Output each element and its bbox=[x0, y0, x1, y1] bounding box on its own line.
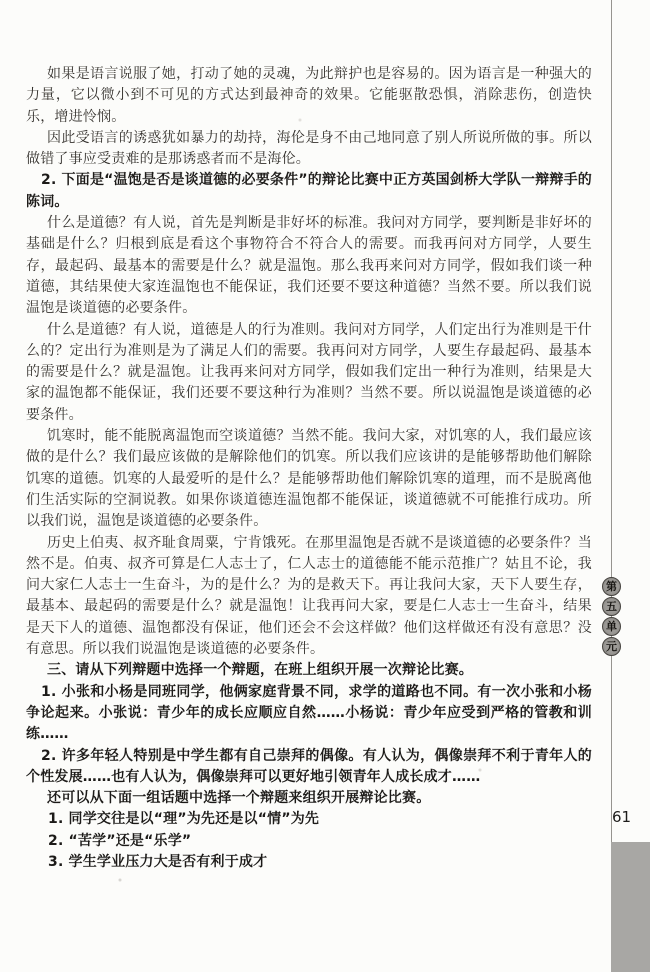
debate-topic-item-1: 1. 同学交往是以“理”为先还是以“情”为先 bbox=[48, 811, 320, 828]
debate-scenario-item-2: 2. 许多年轻人特别是中学生都有自己崇拜的偶像。有人认为，偶像崇拜不利于青年人的个性发展……也有人认为，偶像崇拜可以更好地引领青年人成长成才…… bbox=[26, 747, 592, 785]
unit-5-side-tab bbox=[601, 577, 622, 656]
debate-speech-paragraph-2: 什么是道德？有人说，道德是人的行为准则。我问对方同学，人们定出行为准则是干什么的？定出行为准则是为了满足人们的需要。我再问对方同学，人要生存最起码、最基本的需要是什么？就是温饱。让我再来问对方同学，假如我们定出一种行为准则，结果是大家的温饱都不能保证，我们还要不要这种行为准则？当然不要。所以说温饱是谈道德的必要条件。 bbox=[26, 321, 592, 423]
page-number: 61 bbox=[612, 808, 632, 826]
page-edge-rule bbox=[611, 0, 612, 842]
debate-speech-paragraph-1: 什么是道德？有人说，首先是判断是非好坏的标准。我问对方同学，要判断是非好坏的基础是什么？归根到底是看这个事物符合不符合人的需要。而我再问对方同学，人要生存，最起码、最基本的需要是什么？就是温饱。那么我再来问对方同学，假如我们谈一种道德，其结果使大家连温饱也不能保证，我们还要不要这种道德？当然不要。所以我们说温饱是谈道德的必要条件。 bbox=[26, 215, 592, 317]
debate-topic-item-3: 3. 学生学业压力大是否有利于成才 bbox=[48, 853, 268, 870]
unit-tab-coin-char-3: 单 bbox=[602, 617, 621, 636]
exercise-3-heading: 三、请从下列辩题中选择一个辩题，在班上组织开展一次辩论比赛。 bbox=[47, 662, 473, 679]
unit-tab-coin-char-4: 元 bbox=[602, 637, 621, 656]
debate-topic-item-2: 2. “苦学”还是“乐学” bbox=[48, 832, 192, 849]
unit-tab-coin-char-2: 五 bbox=[602, 597, 621, 616]
debate-speech-paragraph-4: 历史上伯夷、叔齐耻食周粟，宁肯饿死。在那里温饱是否就不是谈道德的必要条件？当然不是。伯夷、叔齐可算是仁人志士了，仁人志士的道德能不能示范推广？姑且不论，我问大家仁人志士一生奋斗，为的是什么？为的是救天下。再让我问大家，天下人要生存，最基本、最起码的需要是什么？就是温饱！让我再问大家，要是仁人志士一生奋斗，结果是天下人的道德、温饱都没有保证，他们还会不会这样做？他们这样做还有没有意思？没有意思。所以我们说温饱是谈道德的必要条件。 bbox=[26, 534, 592, 658]
page-edge-gray-tab bbox=[611, 842, 650, 972]
alternate-topics-intro: 还可以从下面一组话题中选择一个辩题来组织开展辩论比赛。 bbox=[47, 790, 431, 807]
debate-scenario-item-1: 1. 小张和小杨是同班同学，他俩家庭背景不同，求学的道路也不同。有一次小张和小杨争论起来。小张说：青少年的成长应顺应自然……小杨说：青少年应受到严格的管教和训练…… bbox=[26, 683, 592, 743]
exercise-2-heading: 2. 下面是“温饱是否是谈道德的必要条件”的辩论比赛中正方英国剑桥大学队一辩辩手的陈词。 bbox=[26, 172, 592, 210]
debate-speech-paragraph-3: 饥寒时，能不能脱离温饱而空谈道德？当然不能。我问大家，对饥寒的人，我们最应该做的是什么？我们最应该做的是解除他们的饥寒。所以我们应该讲的是能够帮助他们解除饥寒的道德。饥寒的人最爱听的是什么？是能够帮助他们解除饥寒的道理，而不是脱离他们生活实际的空洞说教。如果你谈道德连温饱都不能保证，谈道德就不可能推行成功。所以我们说，温饱是谈道德的必要条件。 bbox=[26, 428, 592, 530]
page-text-column bbox=[26, 64, 592, 873]
paragraph-helen-not-to-blame: 因此受语言的诱惑犹如暴力的劫持，海伦是身不由己地同意了别人所说所做的事。所以做错了事应受责难的是那诱惑者而不是海伦。 bbox=[26, 129, 592, 168]
paragraph-helen-language-power: 如果是语言说服了她，打动了她的灵魂，为此辩护也是容易的。因为语言是一种强大的力量，它以微小到不可见的方式达到最神奇的效果。它能驱散恐惧，消除悲伤，创造快乐，增进怜悯。 bbox=[26, 66, 592, 125]
unit-tab-coin-char-1: 第 bbox=[602, 577, 621, 596]
